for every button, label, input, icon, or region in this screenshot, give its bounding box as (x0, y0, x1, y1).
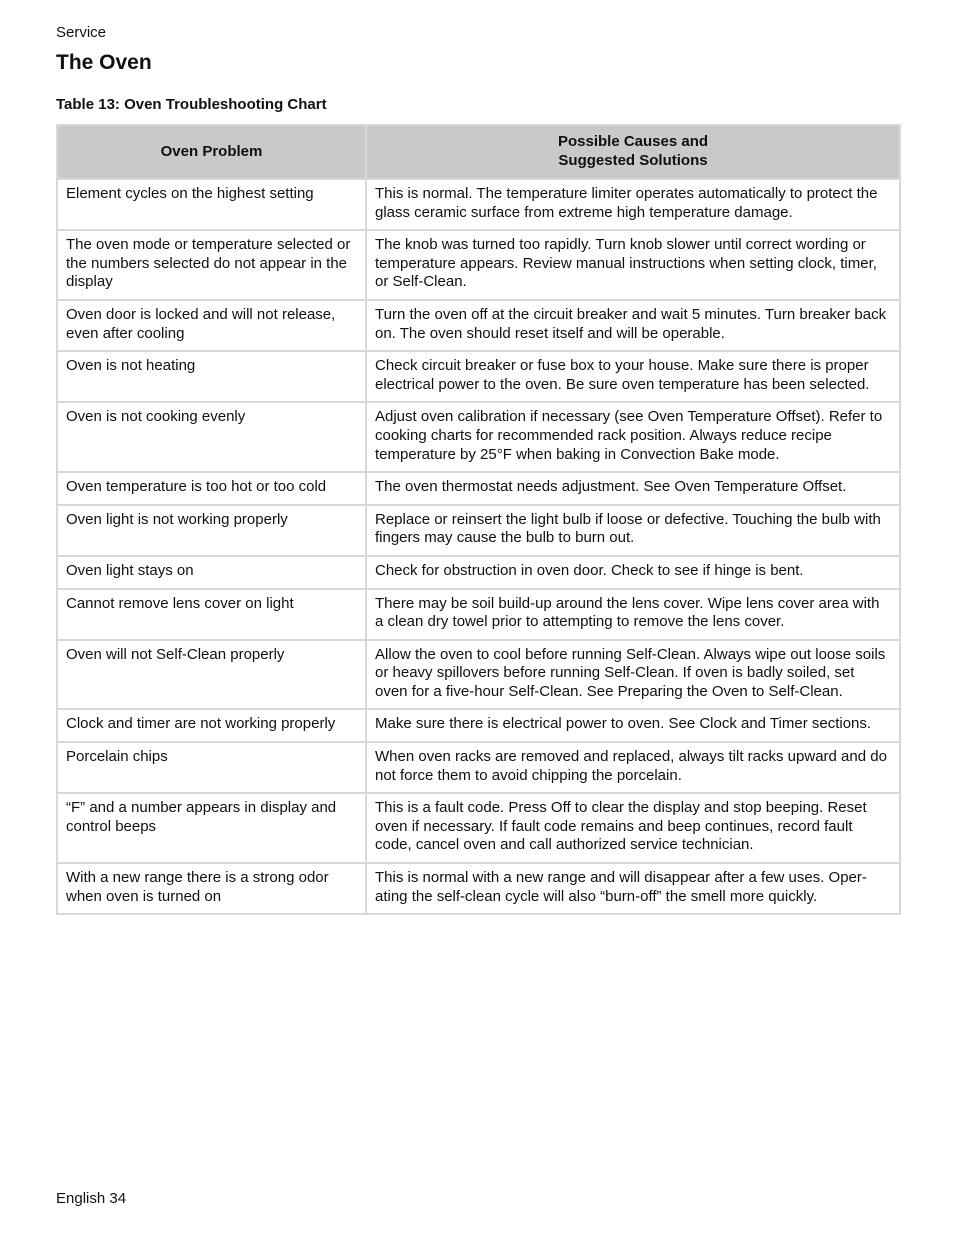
problem-cell: Cannot remove lens cover on light (57, 589, 366, 640)
table-row (57, 793, 900, 863)
solution-cell: When oven racks are removed and replaced, always tilt racks upward and do not force them to avoid chipping the porcelain. (366, 742, 900, 793)
problem-cell: Oven light is not working properly (57, 505, 366, 556)
solution-cell: This is normal with a new range and will disappear after a few uses. Oper-ating the self-clean cycle will also “burn-off” the smell more quickly. (366, 863, 900, 914)
table-caption: Table 13: Oven Troubleshooting Chart (56, 96, 327, 113)
problem-cell: Porcelain chips (57, 742, 366, 793)
table-row (57, 179, 900, 230)
table-row (57, 351, 900, 402)
troubleshooting-table (56, 124, 901, 915)
table-row (57, 505, 900, 556)
column-header-solution-line-1: Possible Causes and (557, 133, 709, 151)
problem-cell: Oven is not cooking evenly (57, 402, 366, 472)
table-row (57, 640, 900, 710)
solution-cell: The oven thermostat needs adjustment. See Oven Temperature Offset. (366, 472, 900, 505)
column-header-solution (366, 125, 900, 179)
problem-cell: Oven light stays on (57, 556, 366, 589)
table-row (57, 402, 900, 472)
problem-cell: With a new range there is a strong odor when oven is turned on (57, 863, 366, 914)
problem-cell: The oven mode or temperature selected or the numbers selected do not appear in the display (57, 230, 366, 300)
section-label: Service (56, 24, 107, 41)
table-row (57, 300, 900, 351)
problem-cell: Oven door is locked and will not release, even after cooling (57, 300, 366, 351)
problem-cell: Oven temperature is too hot or too cold (57, 472, 366, 505)
table-row (57, 742, 900, 793)
column-header-problem: Oven Problem (57, 125, 366, 179)
table-row (57, 863, 900, 914)
column-header-solution-line-2: Suggested Solutions (558, 152, 708, 169)
problem-cell: “F” and a number appears in display and control beeps (57, 793, 366, 863)
table-row (57, 556, 900, 589)
problem-cell: Element cycles on the highest setting (57, 179, 366, 230)
solution-cell: Allow the oven to cool before running Self-Clean. Always wipe out loose soils or heavy spillovers before running Self-Clean. If oven is badly soiled, set oven for a five-hour Self-Clean. See Preparing the Oven to Self-Clean. (366, 640, 900, 710)
table-row (57, 230, 900, 300)
troubleshooting-table-container (56, 124, 899, 915)
page-title: The Oven (56, 51, 152, 74)
table-header-row (57, 125, 900, 179)
solution-cell: Check circuit breaker or fuse box to your house. Make sure there is proper electrical power to the oven. Be sure oven temperature has been selected. (366, 351, 900, 402)
problem-cell: Clock and timer are not working properly (57, 709, 366, 742)
table-row (57, 472, 900, 505)
solution-cell: The knob was turned too rapidly. Turn knob slower until correct wording or temperature appears. Review manual instructions when setting clock, timer, or Self-Clean. (366, 230, 900, 300)
page-footer: English 34 (56, 1190, 127, 1207)
problem-cell: Oven will not Self-Clean properly (57, 640, 366, 710)
table-row (57, 589, 900, 640)
problem-cell: Oven is not heating (57, 351, 366, 402)
solution-cell: There may be soil build-up around the lens cover. Wipe lens cover area with a clean dry towel prior to attempting to remove the lens cover. (366, 589, 900, 640)
solution-cell: Adjust oven calibration if necessary (see Oven Temperature Offset). Refer to cooking charts for recommended rack position. Always reduce recipe temperature by 25°F when baking in Convection Bake mode. (366, 402, 900, 472)
table-row (57, 709, 900, 742)
solution-cell: Turn the oven off at the circuit breaker and wait 5 minutes. Turn breaker back on. The oven should reset itself and will be operable. (366, 300, 900, 351)
solution-cell: This is normal. The temperature limiter operates automatically to protect the glass ceramic surface from extreme high temperature damage. (366, 179, 900, 230)
solution-cell: Check for obstruction in oven door. Check to see if hinge is bent. (366, 556, 900, 589)
solution-cell: This is a fault code. Press Off to clear the display and stop beeping. Reset oven if necessary. If fault code remains and beep continues, record fault code, cancel oven and call authorized service technician. (366, 793, 900, 863)
solution-cell: Replace or reinsert the light bulb if loose or defective. Touching the bulb with fingers may cause the bulb to burn out. (366, 505, 900, 556)
solution-cell: Make sure there is electrical power to oven. See Clock and Timer sections. (366, 709, 900, 742)
